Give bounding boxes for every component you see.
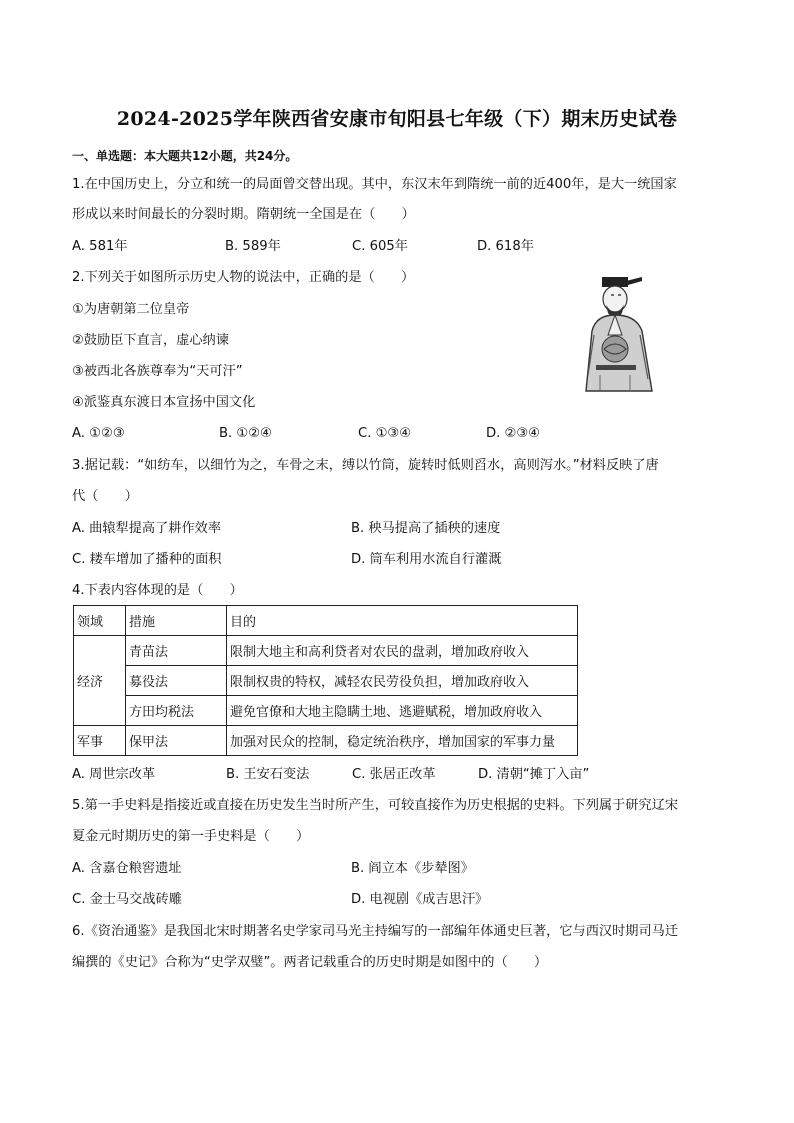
q4-stem: 4.下表内容体现的是（ ） <box>72 583 243 598</box>
q6-stem-line-2: 编撰的《史记》合称为“史学双璧”。两者记载重合的历史时期是如图中的（ ） <box>72 955 548 970</box>
table-cell: 限制权贵的特权，减轻农民劳役负担，增加政府收入 <box>227 666 578 696</box>
q3-option-d: D. 筒车利用水流自行灌溉 <box>351 552 502 567</box>
q1-stem-line-2: 形成以来时间最长的分裂时期。隋朝统一全国是在（ ） <box>72 207 415 222</box>
q6-stem-line-1: 6.《资治通鉴》是我国北宋时期著名史学家司马光主持编写的一部编年体通史巨著，它与西汉时期司马迁 <box>72 924 679 939</box>
table-row <box>74 696 578 726</box>
q2-option-d: D. ②③④ <box>486 426 541 441</box>
q1-option-b: B. 589年 <box>225 239 281 254</box>
table-row <box>74 666 578 696</box>
table-header-cell: 目的 <box>227 606 578 636</box>
q3-option-c: C. 耧车增加了播种的面积 <box>72 552 222 567</box>
exam-title: 2024-2025学年陕西省安康市旬阳县七年级（下）期末历史试卷 <box>116 108 678 130</box>
q2-item-1: ①为唐朝第二位皇帝 <box>72 302 190 317</box>
q2-item-4: ④派鉴真东渡日本宣扬中国文化 <box>72 395 256 410</box>
table-cell: 保甲法 <box>126 726 227 756</box>
q2-item-2: ②鼓励臣下直言，虚心纳谏 <box>72 333 229 348</box>
q2-item-3: ③被西北各族尊奉为“天可汗” <box>72 364 243 379</box>
table-header-cell: 措施 <box>126 606 227 636</box>
q3-option-a: A. 曲辕犁提高了耕作效率 <box>72 521 222 536</box>
q5-option-a: A. 含嘉仓粮窖遗址 <box>72 861 182 876</box>
table-cell-domain-economy: 经济 <box>74 636 126 726</box>
q5-stem-line-1: 5.第一手史料是指接近或直接在历史发生当时所产生，可较直接作为历史根据的史料。下列属于研究辽宋 <box>72 798 679 813</box>
q1-option-a: A. 581年 <box>72 239 128 254</box>
q1-option-c: C. 605年 <box>352 239 408 254</box>
table-cell-domain-military: 军事 <box>74 726 126 756</box>
q2-option-a: A. ①②③ <box>72 426 125 441</box>
table-header-cell: 领域 <box>74 606 126 636</box>
q2-option-b: B. ①②④ <box>219 426 272 441</box>
q2-stem: 2.下列关于如图所示历史人物的说法中，正确的是（ ） <box>72 270 415 285</box>
q3-stem-line-1: 3.据记载：“如纺车，以细竹为之，车骨之末，缚以竹筒，旋转时低则舀水，高则泻水。”材料反映了唐 <box>72 458 659 473</box>
q3-stem-line-2: 代（ ） <box>72 489 138 504</box>
q2-option-c: C. ①③④ <box>358 426 412 441</box>
q4-option-d: D. 清朝“摊丁入亩” <box>478 767 590 782</box>
table-cell: 方田均税法 <box>126 696 227 726</box>
table-cell: 青苗法 <box>126 636 227 666</box>
q4-option-a: A. 周世宗改革 <box>72 767 156 782</box>
table-cell: 限制大地主和高利贷者对农民的盘剥，增加政府收入 <box>227 636 578 666</box>
q4-option-b: B. 王安石变法 <box>226 767 310 782</box>
section-heading: 一、单选题：本大题共12小题，共24分。 <box>72 149 298 163</box>
q4-option-c: C. 张居正改革 <box>352 767 436 782</box>
q5-option-b: B. 阎立本《步辇图》 <box>351 861 474 876</box>
table-cell: 避免官僚和大地主隐瞒土地、逃避赋税，增加政府收入 <box>227 696 578 726</box>
table-row <box>74 636 578 666</box>
reform-table <box>73 605 578 756</box>
table-row <box>74 726 578 756</box>
q5-stem-line-2: 夏金元时期历史的第一手史料是（ ） <box>72 829 310 844</box>
q5-option-d: D. 电视剧《成吉思汗》 <box>351 892 489 907</box>
q3-option-b: B. 秧马提高了插秧的速度 <box>351 521 501 536</box>
q1-option-d: D. 618年 <box>477 239 534 254</box>
table-cell: 加强对民众的控制，稳定统治秩序，增加国家的军事力量 <box>227 726 578 756</box>
q5-option-c: C. 金士马交战砖雕 <box>72 892 182 907</box>
emperor-portrait-image <box>582 275 664 393</box>
table-header-row <box>74 606 578 636</box>
q1-stem-line-1: 1.在中国历史上，分立和统一的局面曾交替出现。其中，东汉末年到隋统一前的近400年，是大一统国家 <box>72 177 677 192</box>
table-cell: 募役法 <box>126 666 227 696</box>
